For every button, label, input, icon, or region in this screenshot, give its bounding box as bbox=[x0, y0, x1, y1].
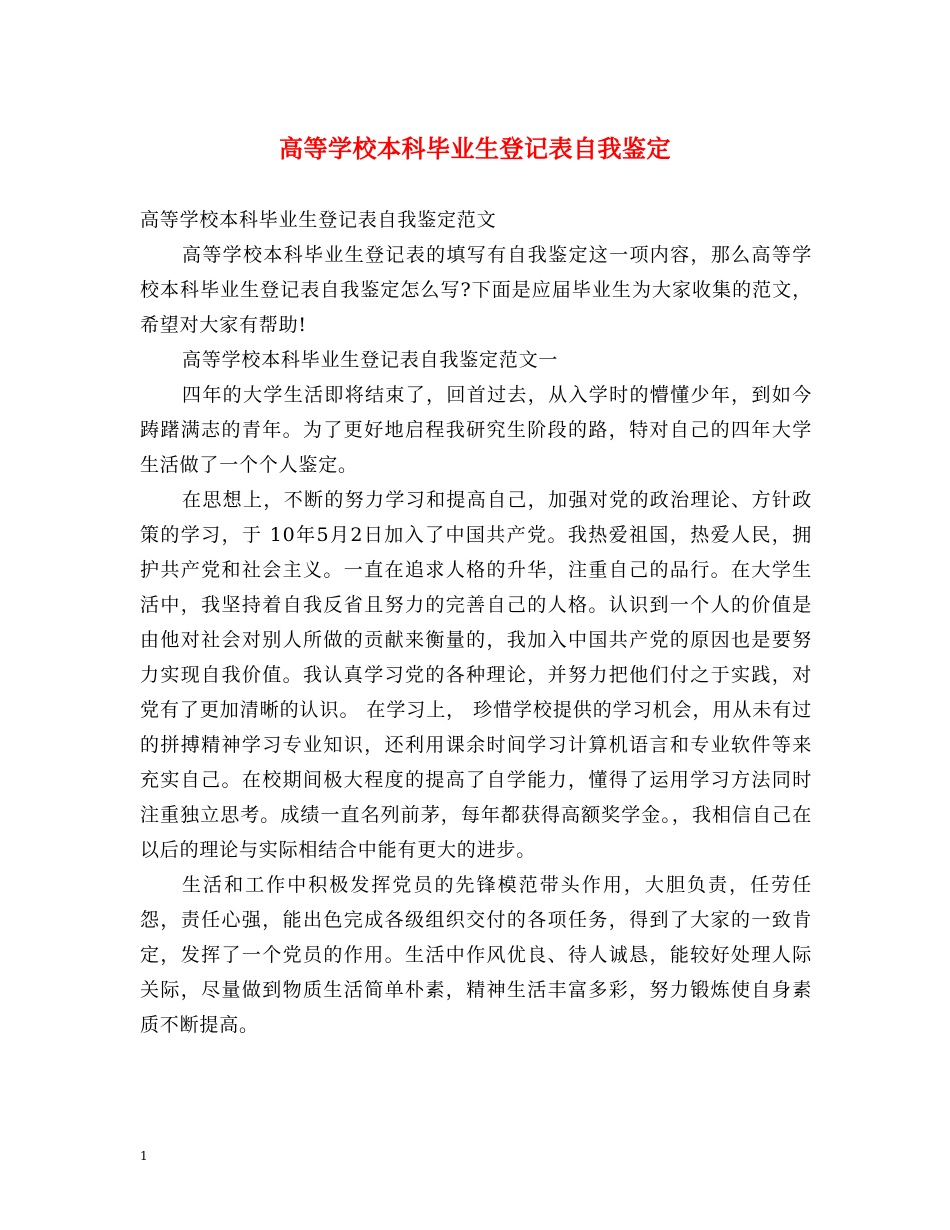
paragraph-intro: 高等学校本科毕业生登记表的填写有自我鉴定这一项内容，那么高等学校本科毕业生登记表自我鉴定怎么写?下面是应届毕业生为大家收集的范文，希望对大家有帮助! bbox=[140, 244, 812, 336]
paragraph-sample-heading: 高等学校本科毕业生登记表自我鉴定范文一 bbox=[182, 349, 559, 371]
document-title: 高等学校本科毕业生登记表自我鉴定 bbox=[279, 134, 671, 163]
paragraph-subtitle: 高等学校本科毕业生登记表自我鉴定范文 bbox=[140, 209, 497, 231]
paragraph-thought-and-study: 在思想上，不断的努力学习和提高自己，加强对党的政治理论、方针政策的学习，于 10年5月2日加入了中国共产党。我热爱祖国，热爱人民，拥护共产党和社会主义。一直在追求人格的升华，注重自己的品行。在大学生活中，我坚持着自我反省且努力的完善自己的人格。认识到一个人的价值是由他对社会对别人所做的贡献来衡量的，我加入中国共产党的原因也是要努力实现自我价值。我认真学习党的各种理论，并努力把他们付之于实践，对党有了更加清晰的认识。 在学习上， 珍惜学校提供的学习机会，用从未有过的拼搏精神学习专业知识，还利用课余时间学习计算机语言和专业软件等来充实自己。在校期间极大程度的提高了自学能力，懂得了运用学习方法同时注重独立思考。成绩一直名列前茅，每年都获得高额奖学金。，我相信自己在以后的理论与实际相结合中能有更大的进步。 bbox=[140, 489, 812, 861]
paragraph-opening: 四年的大学生活即将结束了，回首过去，从入学时的懵懂少年，到如今踌躇满志的青年。为了更好地启程我研究生阶段的路，特对自己的四年大学生活做了一个个人鉴定。 bbox=[140, 384, 812, 476]
paragraph-life-and-work: 生活和工作中积极发挥党员的先锋模范带头作用，大胆负责，任劳任怨，责任心强，能出色完成各级组织交付的各项任务，得到了大家的一致肯定，发挥了一个党员的作用。生活中作风优良、待人诚恳，能较好处理人际关际，尽量做到物质生活简单朴素，精神生活丰富多彩，努力锻炼使自身素质不断提高。 bbox=[140, 874, 812, 1036]
page-number: 1 bbox=[140, 1149, 148, 1163]
document-body bbox=[140, 203, 812, 1043]
